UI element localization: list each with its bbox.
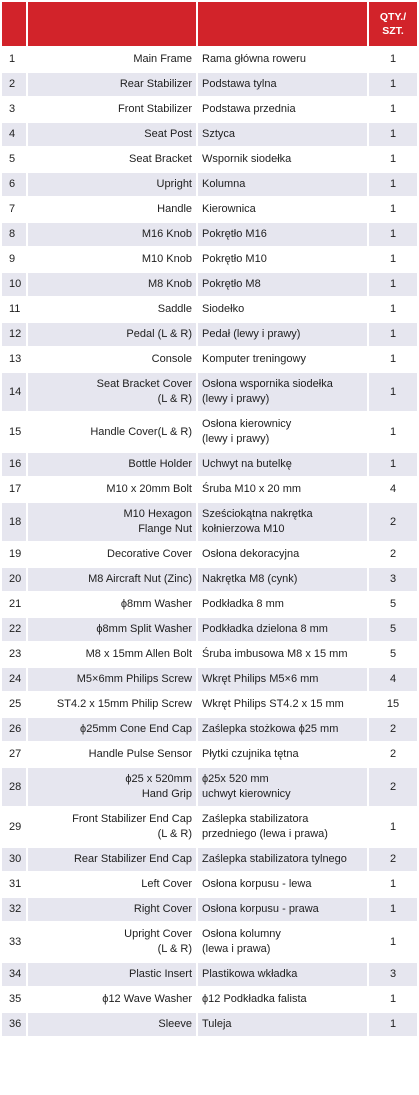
part-number: 23 xyxy=(2,643,26,666)
part-quantity: 1 xyxy=(369,348,417,371)
part-name-polish: Podkładka dzielona 8 mm xyxy=(198,618,367,641)
part-quantity: 1 xyxy=(369,898,417,921)
part-number: 11 xyxy=(2,298,26,321)
part-quantity: 1 xyxy=(369,248,417,271)
header-quantity xyxy=(369,2,417,46)
part-quantity: 5 xyxy=(369,643,417,666)
table-row xyxy=(2,123,417,146)
part-quantity: 3 xyxy=(369,963,417,986)
part-quantity: 1 xyxy=(369,808,417,846)
part-quantity: 4 xyxy=(369,478,417,501)
header-polish-name xyxy=(198,2,367,46)
part-number: 12 xyxy=(2,323,26,346)
part-name-english: ϕ8mm Washer xyxy=(28,593,196,616)
part-number: 17 xyxy=(2,478,26,501)
header-row xyxy=(2,2,417,46)
part-quantity: 1 xyxy=(369,73,417,96)
part-quantity: 1 xyxy=(369,453,417,476)
part-name-english: M10 x 20mm Bolt xyxy=(28,478,196,501)
part-number: 27 xyxy=(2,743,26,766)
part-name-polish: Płytki czujnika tętna xyxy=(198,743,367,766)
part-name-polish: Nakrętka M8 (cynk) xyxy=(198,568,367,591)
part-name-english: Rear Stabilizer End Cap xyxy=(28,848,196,871)
part-name-polish: Zaślepka stabilizatora tylnego xyxy=(198,848,367,871)
part-quantity: 2 xyxy=(369,768,417,806)
part-quantity: 1 xyxy=(369,873,417,896)
part-quantity: 1 xyxy=(369,48,417,71)
table-row xyxy=(2,413,417,451)
table-row xyxy=(2,808,417,846)
table-row xyxy=(2,768,417,806)
table-row xyxy=(2,348,417,371)
part-name-polish: Zaślepka stabilizatora przedniego (lewa i prawa) xyxy=(198,808,367,846)
header-quantity-line-2: SZT. xyxy=(382,25,404,37)
table-row xyxy=(2,618,417,641)
part-name-polish: Śruba M10 x 20 mm xyxy=(198,478,367,501)
part-name-polish: Osłona kierownicy (lewy i prawy) xyxy=(198,413,367,451)
part-number: 31 xyxy=(2,873,26,896)
table-row xyxy=(2,323,417,346)
part-quantity: 1 xyxy=(369,373,417,411)
part-number: 35 xyxy=(2,988,26,1011)
part-name-polish: Sześciokątna nakrętka kołnierzowa M10 xyxy=(198,503,367,541)
part-name-polish: Osłona korpusu - prawa xyxy=(198,898,367,921)
part-name-polish: Wspornik siodełka xyxy=(198,148,367,171)
part-name-english: ϕ25mm Cone End Cap xyxy=(28,718,196,741)
part-name-polish: Osłona korpusu - lewa xyxy=(198,873,367,896)
part-quantity: 1 xyxy=(369,173,417,196)
table-row xyxy=(2,248,417,271)
part-name-english: ϕ25 x 520mm Hand Grip xyxy=(28,768,196,806)
header-number xyxy=(2,2,26,46)
part-name-polish: Uchwyt na butelkę xyxy=(198,453,367,476)
part-quantity: 2 xyxy=(369,503,417,541)
table-row xyxy=(2,988,417,1011)
table-row xyxy=(2,453,417,476)
table-row xyxy=(2,593,417,616)
table-body xyxy=(2,48,417,1036)
part-name-polish: Wkręt Philips ST4.2 x 15 mm xyxy=(198,693,367,716)
part-name-polish: Osłona kolumny (lewa i prawa) xyxy=(198,923,367,961)
part-name-polish: Pedał (lewy i prawy) xyxy=(198,323,367,346)
part-name-polish: Osłona dekoracyjna xyxy=(198,543,367,566)
part-quantity: 4 xyxy=(369,668,417,691)
part-quantity: 1 xyxy=(369,223,417,246)
part-number: 29 xyxy=(2,808,26,846)
part-name-english: M8 Knob xyxy=(28,273,196,296)
part-number: 2 xyxy=(2,73,26,96)
part-name-english: Right Cover xyxy=(28,898,196,921)
part-number: 18 xyxy=(2,503,26,541)
part-name-polish: Kierownica xyxy=(198,198,367,221)
part-quantity: 1 xyxy=(369,413,417,451)
part-name-english: Front Stabilizer xyxy=(28,98,196,121)
part-name-english: Seat Bracket xyxy=(28,148,196,171)
table-row xyxy=(2,148,417,171)
part-number: 3 xyxy=(2,98,26,121)
part-name-polish: Pokrętło M16 xyxy=(198,223,367,246)
part-quantity: 2 xyxy=(369,743,417,766)
part-name-english: Left Cover xyxy=(28,873,196,896)
table-row xyxy=(2,898,417,921)
part-number: 22 xyxy=(2,618,26,641)
part-name-english: Handle xyxy=(28,198,196,221)
part-number: 13 xyxy=(2,348,26,371)
part-number: 1 xyxy=(2,48,26,71)
part-number: 34 xyxy=(2,963,26,986)
part-quantity: 2 xyxy=(369,718,417,741)
part-number: 28 xyxy=(2,768,26,806)
part-name-english: Main Frame xyxy=(28,48,196,71)
part-name-english: Plastic Insert xyxy=(28,963,196,986)
table-row xyxy=(2,503,417,541)
part-quantity: 1 xyxy=(369,1013,417,1036)
part-number: 7 xyxy=(2,198,26,221)
part-name-english: ϕ12 Wave Washer xyxy=(28,988,196,1011)
table-row xyxy=(2,668,417,691)
part-name-polish: Komputer treningowy xyxy=(198,348,367,371)
part-name-english: Rear Stabilizer xyxy=(28,73,196,96)
part-name-polish: Sztyca xyxy=(198,123,367,146)
table-row xyxy=(2,543,417,566)
part-name-polish: ϕ25x 520 mm uchwyt kierownicy xyxy=(198,768,367,806)
table-row xyxy=(2,73,417,96)
part-number: 4 xyxy=(2,123,26,146)
part-name-polish: Śruba imbusowa M8 x 15 mm xyxy=(198,643,367,666)
part-name-english: M5×6mm Philips Screw xyxy=(28,668,196,691)
part-name-english: M8 Aircraft Nut (Zinc) xyxy=(28,568,196,591)
part-quantity: 1 xyxy=(369,988,417,1011)
table-row xyxy=(2,848,417,871)
part-name-english: Console xyxy=(28,348,196,371)
part-quantity: 1 xyxy=(369,148,417,171)
part-name-polish: Tuleja xyxy=(198,1013,367,1036)
part-name-english: Bottle Holder xyxy=(28,453,196,476)
header-english-name xyxy=(28,2,196,46)
part-name-polish: ϕ12 Podkładka falista xyxy=(198,988,367,1011)
part-name-english: M8 x 15mm Allen Bolt xyxy=(28,643,196,666)
part-name-english: M10 Knob xyxy=(28,248,196,271)
table-row xyxy=(2,298,417,321)
part-name-english: M16 Knob xyxy=(28,223,196,246)
part-number: 20 xyxy=(2,568,26,591)
part-number: 5 xyxy=(2,148,26,171)
part-name-polish: Siodełko xyxy=(198,298,367,321)
part-name-polish: Zaślepka stożkowa ϕ25 mm xyxy=(198,718,367,741)
part-name-polish: Osłona wspornika siodełka (lewy i prawy) xyxy=(198,373,367,411)
part-name-english: ST4.2 x 15mm Philip Screw xyxy=(28,693,196,716)
part-number: 16 xyxy=(2,453,26,476)
table-row xyxy=(2,963,417,986)
table-row xyxy=(2,173,417,196)
part-name-polish: Kolumna xyxy=(198,173,367,196)
part-name-english: Pedal (L & R) xyxy=(28,323,196,346)
table-row xyxy=(2,98,417,121)
part-number: 8 xyxy=(2,223,26,246)
part-name-polish: Pokrętło M10 xyxy=(198,248,367,271)
part-name-english: Sleeve xyxy=(28,1013,196,1036)
part-number: 33 xyxy=(2,923,26,961)
part-quantity: 2 xyxy=(369,848,417,871)
part-number: 10 xyxy=(2,273,26,296)
part-name-english: Seat Post xyxy=(28,123,196,146)
table-row xyxy=(2,223,417,246)
part-name-english: Front Stabilizer End Cap (L & R) xyxy=(28,808,196,846)
part-name-polish: Podkładka 8 mm xyxy=(198,593,367,616)
part-quantity: 2 xyxy=(369,543,417,566)
part-name-english: Upright xyxy=(28,173,196,196)
part-number: 32 xyxy=(2,898,26,921)
part-quantity: 1 xyxy=(369,123,417,146)
part-number: 14 xyxy=(2,373,26,411)
table-row xyxy=(2,1013,417,1036)
part-name-english: Seat Bracket Cover (L & R) xyxy=(28,373,196,411)
part-name-english: Upright Cover (L & R) xyxy=(28,923,196,961)
part-name-polish: Wkręt Philips M5×6 mm xyxy=(198,668,367,691)
part-quantity: 1 xyxy=(369,298,417,321)
table-row xyxy=(2,373,417,411)
table-row xyxy=(2,568,417,591)
table-header xyxy=(2,2,417,46)
table-row xyxy=(2,643,417,666)
part-quantity: 5 xyxy=(369,618,417,641)
header-quantity-line-1: QTY./ xyxy=(379,11,407,23)
part-quantity: 5 xyxy=(369,593,417,616)
part-number: 24 xyxy=(2,668,26,691)
part-name-polish: Plastikowa wkładka xyxy=(198,963,367,986)
table-row xyxy=(2,478,417,501)
part-name-polish: Rama główna roweru xyxy=(198,48,367,71)
part-quantity: 1 xyxy=(369,923,417,961)
part-number: 21 xyxy=(2,593,26,616)
part-name-english: M10 Hexagon Flange Nut xyxy=(28,503,196,541)
part-number: 25 xyxy=(2,693,26,716)
part-name-english: Decorative Cover xyxy=(28,543,196,566)
part-number: 9 xyxy=(2,248,26,271)
part-quantity: 15 xyxy=(369,693,417,716)
part-quantity: 1 xyxy=(369,273,417,296)
part-name-english: ϕ8mm Split Washer xyxy=(28,618,196,641)
table-row xyxy=(2,273,417,296)
part-number: 19 xyxy=(2,543,26,566)
part-name-polish: Podstawa przednia xyxy=(198,98,367,121)
part-number: 36 xyxy=(2,1013,26,1036)
table-row xyxy=(2,48,417,71)
table-row xyxy=(2,693,417,716)
part-name-polish: Pokrętło M8 xyxy=(198,273,367,296)
part-name-english: Saddle xyxy=(28,298,196,321)
part-quantity: 1 xyxy=(369,323,417,346)
table-row xyxy=(2,718,417,741)
table-row xyxy=(2,923,417,961)
part-number: 26 xyxy=(2,718,26,741)
table-row xyxy=(2,743,417,766)
table-row xyxy=(2,873,417,896)
part-number: 6 xyxy=(2,173,26,196)
part-quantity: 1 xyxy=(369,98,417,121)
part-name-polish: Podstawa tylna xyxy=(198,73,367,96)
part-name-english: Handle Pulse Sensor xyxy=(28,743,196,766)
part-quantity: 3 xyxy=(369,568,417,591)
part-name-english: Handle Cover(L & R) xyxy=(28,413,196,451)
part-number: 15 xyxy=(2,413,26,451)
part-quantity: 1 xyxy=(369,198,417,221)
table-row xyxy=(2,198,417,221)
part-number: 30 xyxy=(2,848,26,871)
